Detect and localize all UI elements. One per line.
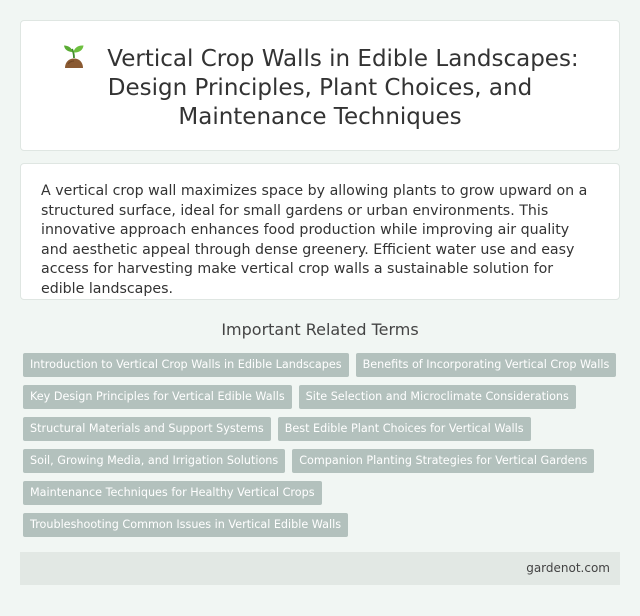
tag-row: [23, 481, 623, 513]
tag-maintenance[interactable]: Maintenance Techniques for Healthy Vertical Crops: [23, 481, 322, 505]
tag-row: [23, 449, 623, 481]
tag-troubleshooting[interactable]: Troubleshooting Common Issues in Vertical Edible Walls: [23, 513, 348, 537]
tag-introduction[interactable]: Introduction to Vertical Crop Walls in Edible Landscapes: [23, 353, 349, 377]
tag-row: [23, 353, 623, 385]
tag-row: [23, 385, 623, 417]
sprout-icon: [61, 43, 87, 69]
tag-row: [23, 513, 623, 545]
title-card: [20, 20, 620, 151]
tag-design-principles[interactable]: Key Design Principles for Vertical Edible Walls: [23, 385, 292, 409]
description-text: A vertical crop wall maximizes space by allowing plants to grow upward on a structured surface, ideal for small gardens or urban environments. This innovative approach enhances food production while improving air quality and aesthetic appeal through dense greenery. Efficient water use and easy access for harvesting make vertical crop walls a sustainable solution for edible landscapes.: [41, 183, 588, 297]
related-terms-list: [23, 353, 623, 545]
tag-structural-materials[interactable]: Structural Materials and Support Systems: [23, 417, 271, 441]
description-card: [20, 163, 620, 300]
tag-plant-choices[interactable]: Best Edible Plant Choices for Vertical Walls: [278, 417, 531, 441]
tag-companion-planting[interactable]: Companion Planting Strategies for Vertical Gardens: [292, 449, 594, 473]
footer-site-link[interactable]: gardenot.com: [526, 561, 610, 575]
footer: [20, 552, 620, 585]
tag-benefits[interactable]: Benefits of Incorporating Vertical Crop Walls: [356, 353, 617, 377]
tag-row: [23, 417, 623, 449]
tag-soil-irrigation[interactable]: Soil, Growing Media, and Irrigation Solutions: [23, 449, 285, 473]
related-terms-heading: Important Related Terms: [221, 320, 419, 339]
page-title: [45, 43, 595, 132]
tag-site-selection[interactable]: Site Selection and Microclimate Considerations: [299, 385, 576, 409]
title-text: Vertical Crop Walls in Edible Landscapes: Design Principles, Plant Choices, and Maintenance Techniques: [107, 46, 579, 130]
